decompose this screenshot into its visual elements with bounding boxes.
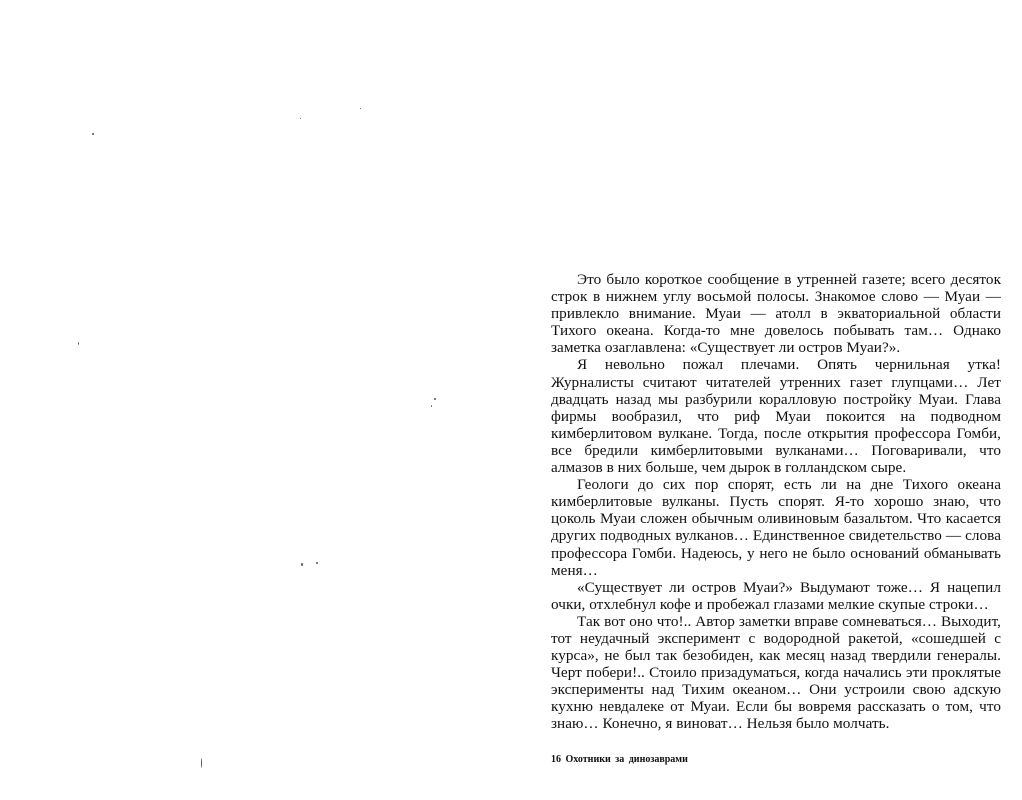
print-speck <box>431 405 432 407</box>
paragraph: Так вот оно что!.. Автор заметки вправе сомневаться… Выходит, тот неудачный эксперимент с водородной ракетой, «сошедшей с курса», не был так безобиден, как месяц назад твердили генералы. Черт побери!.. Стоило призадуматься, когда начались эти проклятые эксперименты над Тихим океаном… Они устроили свою адскую кухню невдалеке от Муаи. Если бы вовремя рассказать о том, что знаю… Конечно, я виноват… Нельзя было молчать. <box>551 612 1001 733</box>
print-speck <box>360 108 361 109</box>
print-speck <box>300 118 301 119</box>
print-speck <box>78 342 79 345</box>
page-footer: 16 Охотники за динозаврами <box>551 754 688 765</box>
paragraph: Это было короткое сообщение в утренней газете; всего десяток строк в нижнем углу восьмой полосы. Знакомое слово — Муаи — привлекло внимание. Муаи — атолл в экваториальной области Тихого океана. Когда-то мне довелось побывать там… Однако заметка озаглавлена: «Существует ли остров Муаи?». <box>551 271 1001 357</box>
body-text <box>551 271 1001 733</box>
print-speck <box>201 758 202 768</box>
print-speck <box>434 398 436 400</box>
print-speck <box>92 133 94 135</box>
print-speck <box>301 563 303 566</box>
print-speck <box>316 562 318 564</box>
paragraph: «Существует ли остров Муаи?» Выдумают тоже… Я нацепил очки, отхлебнул кофе и пробежал глазами мелкие скупые строки… <box>551 578 1001 613</box>
paragraph: Геологи до сих пор спорят, есть ли на дне Тихого океана кимберлитовые вулканы. Пусть спорят. Я-то хорошо знаю, что цоколь Муаи сложен обычным оливиновым базальтом. Что касается других подводных вулканов… Единственное свидетельство — слова профессора Гомби. Надеюсь, у него не было оснований обманывать меня… <box>551 476 1001 579</box>
paragraph: Я невольно пожал плечами. Опять чернильная утка! Журналисты считают читателей утренних газет глупцами… Лет двадцать назад мы разбурили коралловую постройку Муаи. Глава фирмы вообразил, что риф Муаи покоится на подводном кимберлитовом вулкане. Тогда, после открытия профессора Гомби, все бредили кимберлитовыми вулканами… Поговаривали, что алмазов в них больше, чем дырок в голландском сыре. <box>551 356 1001 477</box>
right-page <box>511 0 1022 800</box>
